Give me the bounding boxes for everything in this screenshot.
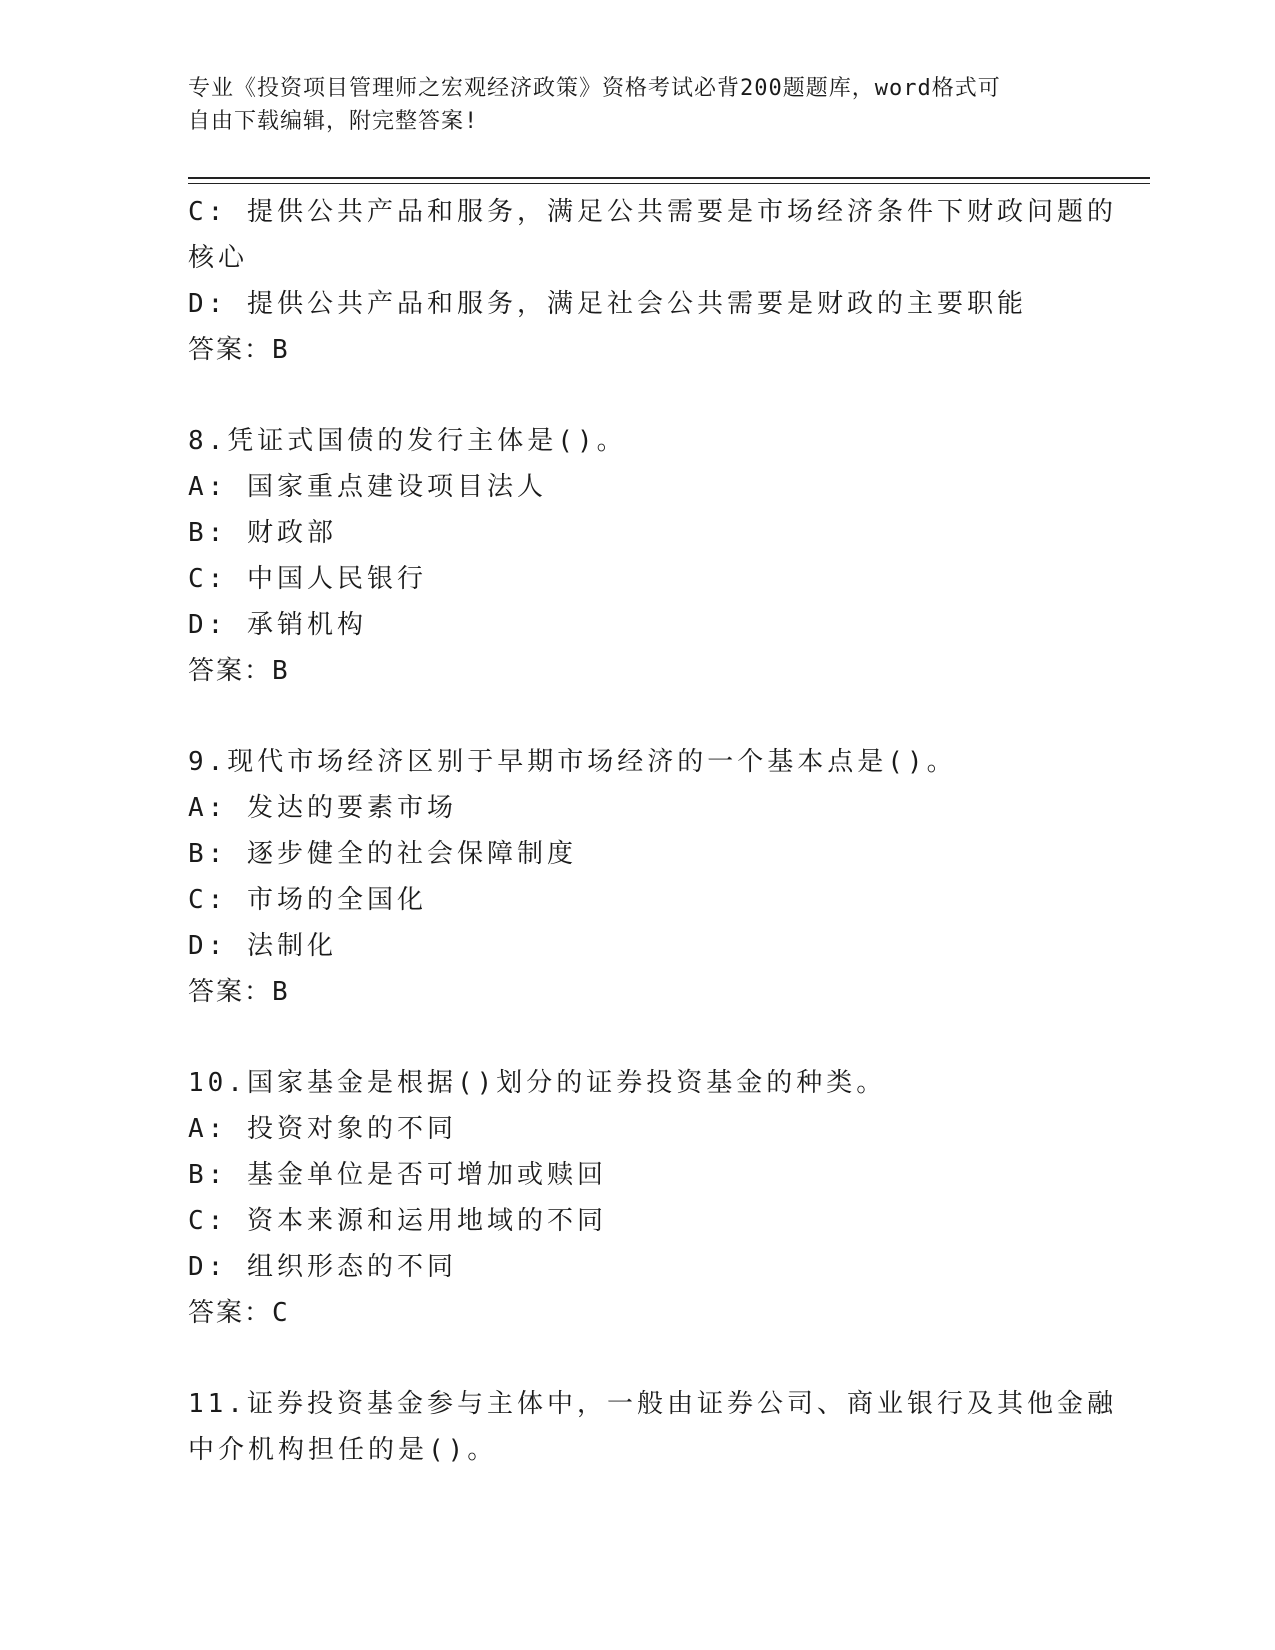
question-8: [188, 418, 1088, 694]
option-c-continued: 核心: [188, 243, 249, 273]
option-c: C: 资本来源和运用地域的不同: [188, 1206, 607, 1236]
question-stem: 9.现代市场经济区别于早期市场经济的一个基本点是()。: [188, 747, 957, 777]
option-c: C: 提供公共产品和服务，满足公共需要是市场经济条件下财政问题的: [188, 197, 1117, 227]
answer: 答案：B: [188, 656, 290, 686]
option-a: A: 发达的要素市场: [188, 793, 457, 823]
answer: 答案：C: [188, 1298, 290, 1328]
header-line-2: 自由下载编辑，附完整答案!: [188, 109, 479, 134]
option-d: D: 提供公共产品和服务，满足社会公共需要是财政的主要职能: [188, 289, 1027, 319]
option-b: B: 基金单位是否可增加或赎回: [188, 1160, 607, 1190]
option-d: D: 组织形态的不同: [188, 1252, 457, 1282]
option-a: A: 投资对象的不同: [188, 1114, 457, 1144]
document-header: [188, 72, 1088, 138]
option-a: A: 国家重点建设项目法人: [188, 472, 547, 502]
question-9: [188, 739, 1088, 1015]
question-stem-continued: 中介机构担任的是()。: [188, 1435, 498, 1465]
question-11: [188, 1381, 1117, 1473]
option-b: B: 财政部: [188, 518, 337, 548]
question-stem: 11.证券投资基金参与主体中，一般由证券公司、商业银行及其他金融: [188, 1389, 1117, 1419]
option-d: D: 承销机构: [188, 610, 367, 640]
question-content: [188, 189, 1117, 1473]
question-10: [188, 1060, 1088, 1336]
option-c: C: 中国人民银行: [188, 564, 427, 594]
option-b: B: 逐步健全的社会保障制度: [188, 839, 577, 869]
option-d: D: 法制化: [188, 931, 337, 961]
answer: 答案：B: [188, 335, 290, 365]
header-divider-thin: [188, 183, 1150, 184]
question-stem: 10.国家基金是根据()划分的证券投资基金的种类。: [188, 1068, 887, 1098]
header-divider-thick: [188, 177, 1150, 179]
answer: 答案：B: [188, 977, 290, 1007]
question-stem: 8.凭证式国债的发行主体是()。: [188, 426, 627, 456]
prev-question: [188, 189, 1117, 373]
option-c: C: 市场的全国化: [188, 885, 427, 915]
header-line-1: 专业《投资项目管理师之宏观经济政策》资格考试必背200题题库，word格式可: [188, 76, 1001, 101]
